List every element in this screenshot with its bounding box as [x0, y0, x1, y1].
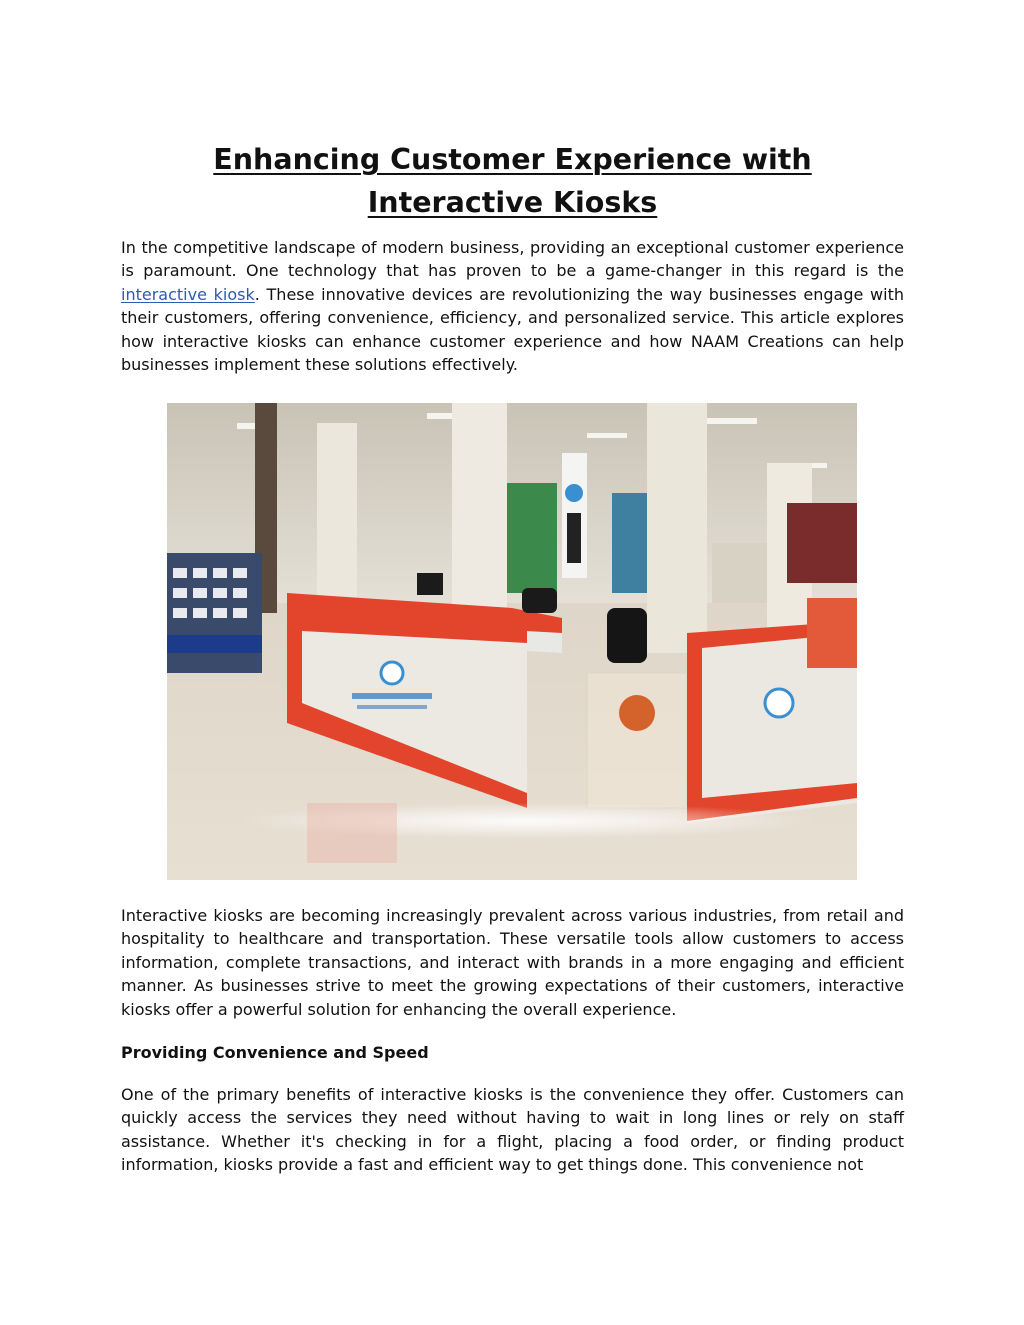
- paragraph-3: One of the primary benefits of interactive kiosks is the convenience they offer. Customers can quickly access the services they need without having to wait in long lines or rely on staff assistance. Whether it's checking in for a flight, placing a food order, or finding product information, kiosks provide a fast and efficient way to get things done. This convenience not: [121, 1085, 904, 1175]
- intro-paragraph: [121, 236, 904, 376]
- interactive-kiosk-link[interactable]: interactive kiosk: [121, 284, 255, 304]
- intro-text-after-link: . These innovative devices are revolutionizing the way businesses engage with their customers, offering convenience, efficiency, and personalized service. This article explores how interactive kiosks can enhance customer experience and how NAAM Creations can help businesses implement these solutions effectively.: [121, 284, 904, 375]
- intro-text-before-link: In the competitive landscape of modern business, providing an exceptional customer experience is paramount. One technology that has proven to be a game-changer in this regard is the: [121, 238, 904, 281]
- paragraph-2: Interactive kiosks are becoming increasingly prevalent across various industries, from retail and hospitality to healthcare and transportation. These versatile tools allow customers to access information, complete transactions, and interact with brands in a more engaging and efficient manner. As businesses strive to meet the growing expectations of their customers, interactive kiosks offer a powerful solution for enhancing the overall experience.: [121, 906, 904, 1019]
- article-title: Enhancing Customer Experience with Interactive Kiosks: [213, 143, 812, 219]
- kiosk-photo: [167, 403, 857, 880]
- section-heading: Providing Convenience and Speed: [121, 1043, 429, 1062]
- kiosk-photo-illustration: [167, 403, 857, 880]
